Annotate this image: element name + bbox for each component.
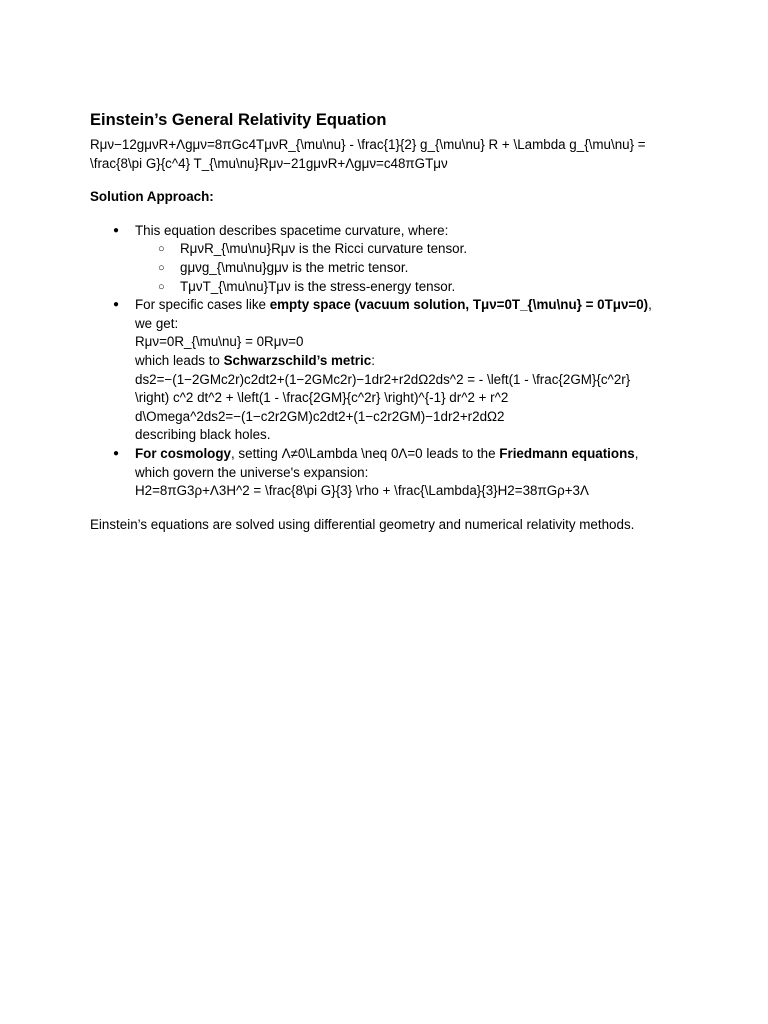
metric-line: d\Omega^2ds2=−(1−c2r2GM)c2dt2+(1−c2r2GM)−1dr2+r2dΩ2 [135,408,505,424]
text-line: we get: [135,315,179,331]
cosmology-line [135,445,680,464]
text-run: : [371,352,375,368]
sublist-item: ○ RμνR_{\mu\nu}Rμν is the Ricci curvature tensor. [135,240,680,259]
text-line: describing black holes. [135,427,271,443]
text-run: , setting Λ≠0\Lambda \neq 0Λ=0 leads to the [230,445,500,461]
sublist-item: ○ gμνg_{\mu\nu}gμν is the metric tensor. [135,259,680,278]
bold-run: empty space (vacuum solution, Tμν=0T_{\mu\nu} = 0Tμν=0) [269,297,649,313]
metric-line: ds2=−(1−2GMc2r)c2dt2+(1−2GMc2r)−1dr2+r2dΩ2ds^2 = - \left(1 - \frac{2GM}{c^2r} [135,371,631,387]
schwarzschild-line [135,352,680,371]
equation-line: \frac{8\pi G}{c^4} T_{\mu\nu}Rμν−21gμνR+Λgμν=c48πGTμν [90,155,448,171]
document-page [90,110,680,534]
text-run: , [634,445,639,461]
tensor-sublist [135,240,680,296]
solution-list [90,222,680,501]
friedmann-equation: H2=8πG3ρ+Λ3H^2 = \frac{8\pi G}{3} \rho + \frac{\Lambda}{3}H2=38πGρ+3Λ [135,483,589,499]
text-run: For specific cases like [135,297,270,313]
einstein-equation [90,136,680,173]
sublist-item: ○ TμνT_{\mu\nu}Tμν is the stress-energy tensor. [135,278,680,297]
equation-line: Rμν−12gμνR+Λgμν=8πGc4TμνR_{\mu\nu} - \frac{1}{2} g_{\mu\nu} R + \Lambda g_{\mu\nu} = [90,137,646,152]
text-line: which govern the universe's expansion: [135,464,369,480]
page-title: Einstein’s General Relativity Equation [90,111,387,129]
text-line: Rμν=0R_{\mu\nu} = 0Rμν=0 [135,334,304,350]
list-item-text: This equation describes spacetime curvature, where: [135,222,449,238]
text-run: which leads to [135,352,224,368]
bold-run: Friedmann equations [499,445,635,461]
list-item [90,445,680,501]
bold-run: Schwarzschild’s metric [223,352,372,368]
vacuum-line [135,296,680,315]
bold-run: For cosmology [135,445,231,461]
list-item [90,222,680,296]
text-run: , [648,297,652,313]
list-item [90,296,680,445]
metric-line: \right) c^2 dt^2 + \left(1 - \frac{2GM}{c^2r} \right)^{-1} dr^2 + r^2 [135,390,509,406]
closing-paragraph: Einstein’s equations are solved using differential geometry and numerical relativity methods. [90,516,635,532]
solution-heading: Solution Approach: [90,189,214,205]
